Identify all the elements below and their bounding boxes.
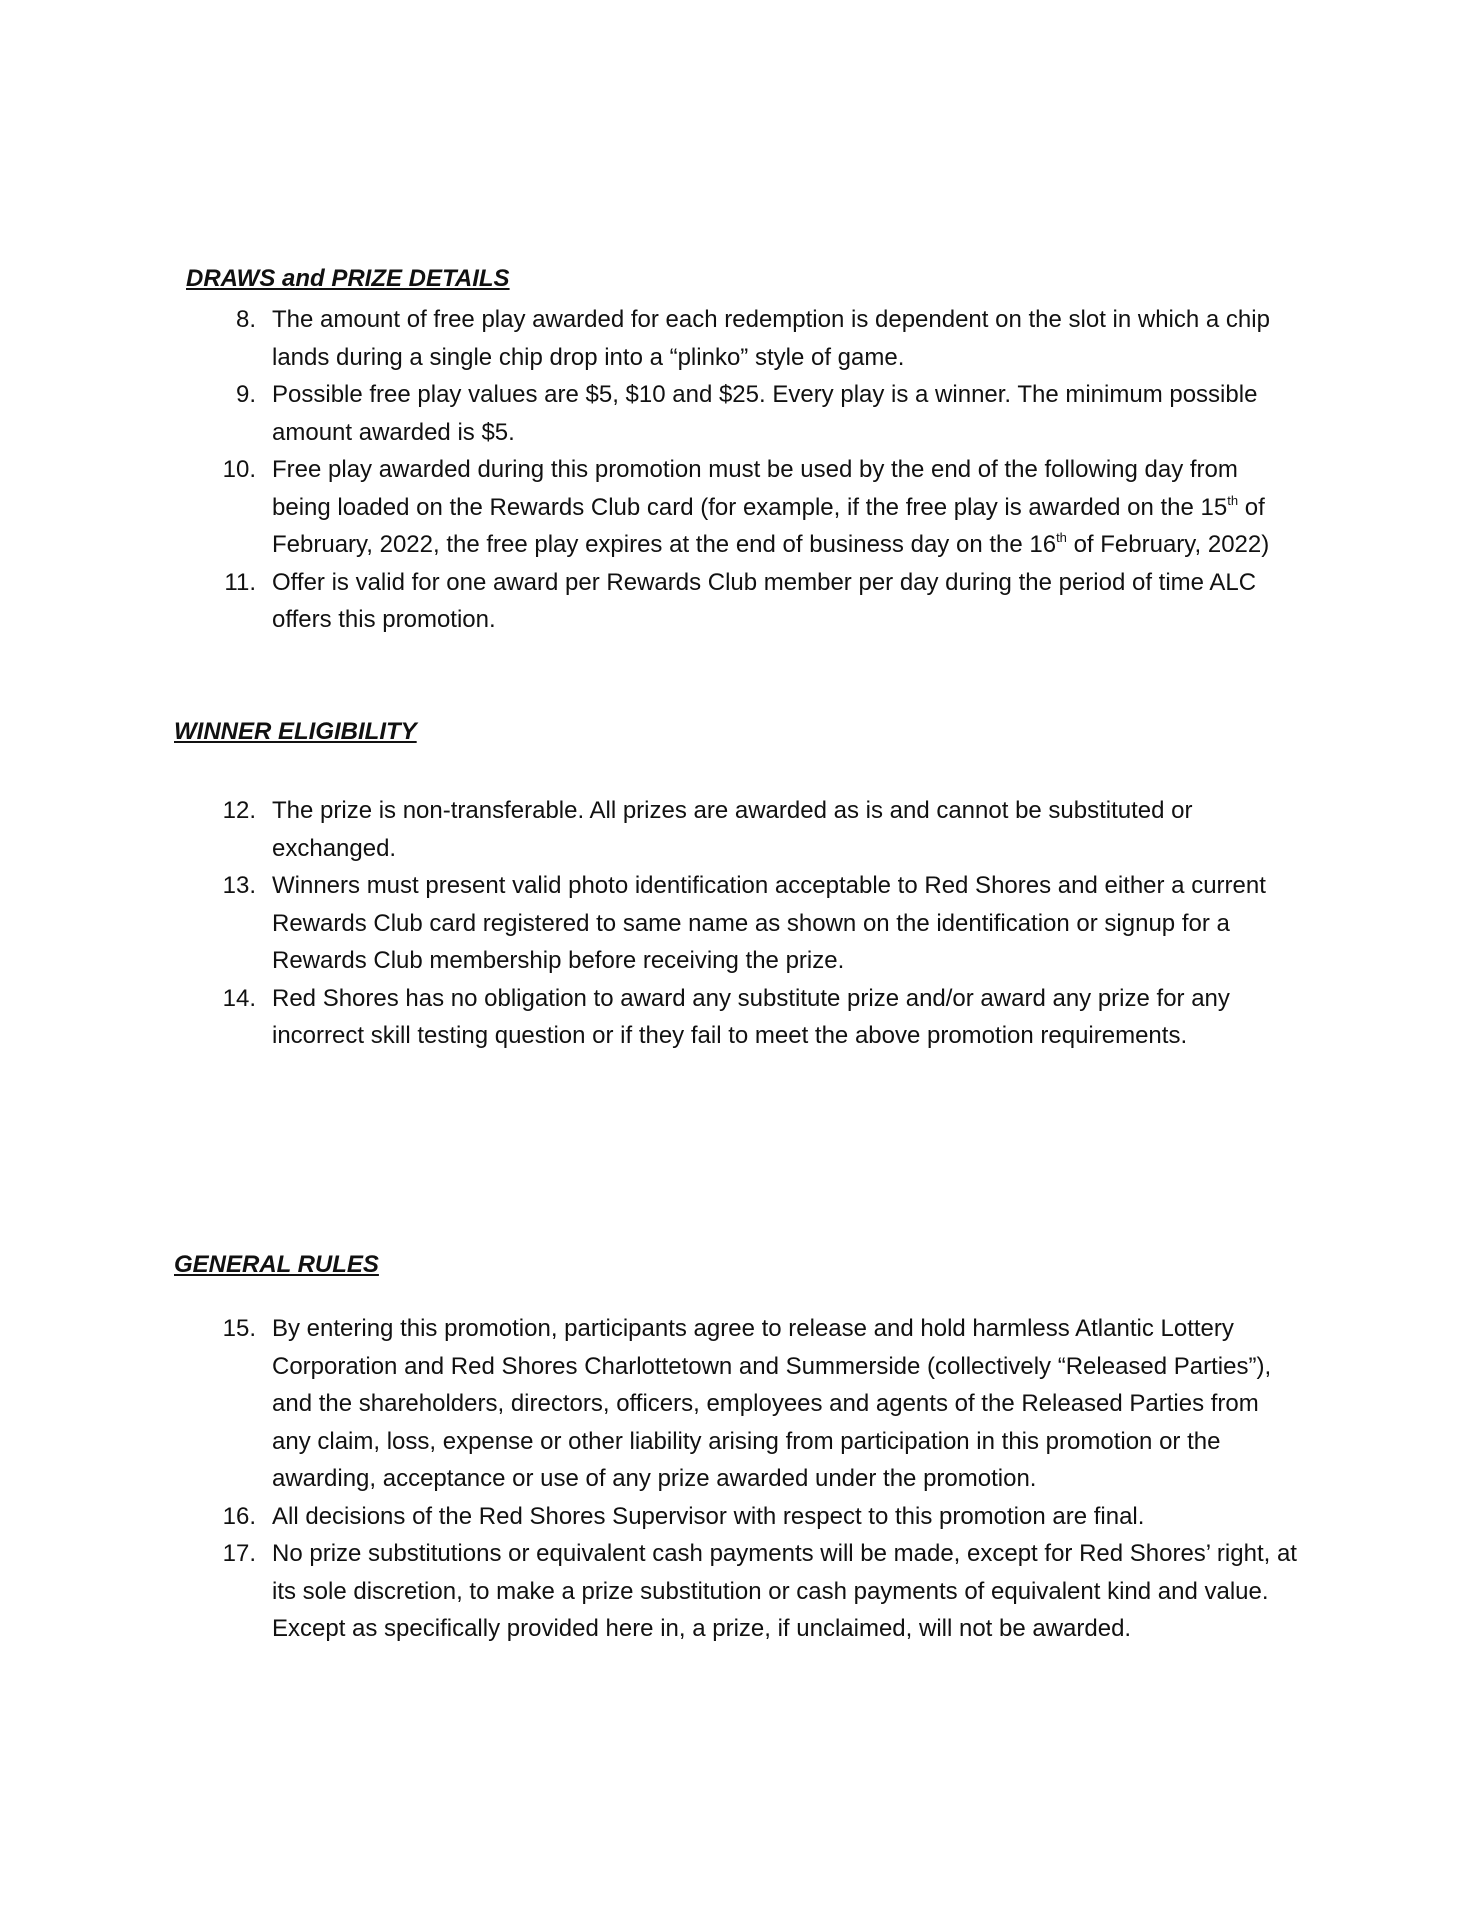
rule-text: The prize is non-transferable. All prizes are awarded as is and cannot be substituted or exchanged. xyxy=(272,797,1193,862)
rule-number: 8. xyxy=(235,306,256,333)
rule-item-16 xyxy=(222,1498,1298,1536)
rule-text xyxy=(272,456,1269,558)
rule-number: 10. xyxy=(222,456,256,483)
heading-winner-eligibility: WINNER ELIGIBILITY xyxy=(174,718,417,745)
rule-text: The amount of free play awarded for each redemption is dependent on the slot in which a chip lands during a single chip drop into a “plinko” style of game. xyxy=(272,306,1270,371)
rule-item-8 xyxy=(228,301,1298,376)
rule-text-part: of February, 2022) xyxy=(1066,531,1270,558)
rule-number: 17. xyxy=(222,1540,256,1567)
heading-general-rules: GENERAL RULES xyxy=(174,1251,379,1278)
rule-item-11 xyxy=(224,564,1298,639)
ordinal-suffix: th xyxy=(1056,530,1067,545)
rule-item-17 xyxy=(222,1535,1298,1648)
rule-text-part: Free play awarded during this promotion must be used by the end of the following day from being loaded on the Rewards Club card (for example, if the free play is awarded on the 15 xyxy=(272,456,1238,521)
rule-number: 15. xyxy=(222,1315,256,1342)
general-rules-list xyxy=(222,1310,1298,1648)
rule-text: No prize substitutions or equivalent cash payments will be made, except for Red Shores’ right, at its sole discretion, to make a prize substitution or cash payments of equivalent kind and value. Except as specifically provided here in, a prize, if unclaimed, will not be awarded. xyxy=(272,1540,1297,1642)
rule-text: Offer is valid for one award per Rewards Club member per day during the period of time ALC offers this promotion. xyxy=(272,568,1257,633)
rule-number: 14. xyxy=(222,984,256,1012)
rule-number: 9. xyxy=(235,381,256,408)
rule-item-10 xyxy=(222,451,1298,564)
rule-item-15 xyxy=(222,1310,1298,1498)
rule-item-9 xyxy=(228,376,1298,451)
rule-item-12 xyxy=(222,792,1298,867)
rule-number: 12. xyxy=(222,797,256,824)
rule-item-13 xyxy=(222,867,1298,980)
draws-rules-list xyxy=(222,301,1298,639)
rule-text: All decisions of the Red Shores Supervisor with respect to this promotion are final. xyxy=(272,1502,1145,1530)
rule-number: 16. xyxy=(222,1502,256,1530)
rule-text: Winners must present valid photo identification acceptable to Red Shores and either a current Rewards Club card registered to same name as shown on the identification or signup for a Rewards Club membership before receiving the prize. xyxy=(272,872,1266,974)
rule-text: By entering this promotion, participants agree to release and hold harmless Atlantic Lottery Corporation and Red Shores Charlottetown and Summerside (collectively “Released Parties”), and the shareholders, directors, officers, employees and agents of the Released Parties from any claim, loss, expense or other liability arising from participation in this promotion or the awarding, acceptance or use of any prize awarded under the promotion. xyxy=(272,1315,1272,1492)
rule-text: Possible free play values are $5, $10 and $25. Every play is a winner. The minimum possible amount awarded is $5. xyxy=(272,381,1258,446)
rule-number: 13. xyxy=(222,872,256,899)
heading-draws-and-prize-details: DRAWS and PRIZE DETAILS xyxy=(186,265,510,292)
rule-text: Red Shores has no obligation to award any substitute prize and/or award any prize for any incorrect skill testing question or if they fail to meet the above promotion requirements. xyxy=(272,984,1230,1049)
eligibility-rules-list xyxy=(222,792,1298,1055)
rule-number: 11. xyxy=(224,568,256,596)
rule-text-part: of February, 2022, the free play expires at the end of business day on the 16 xyxy=(272,493,1265,558)
ordinal-suffix: th xyxy=(1227,492,1239,508)
rule-item-14 xyxy=(222,980,1298,1055)
